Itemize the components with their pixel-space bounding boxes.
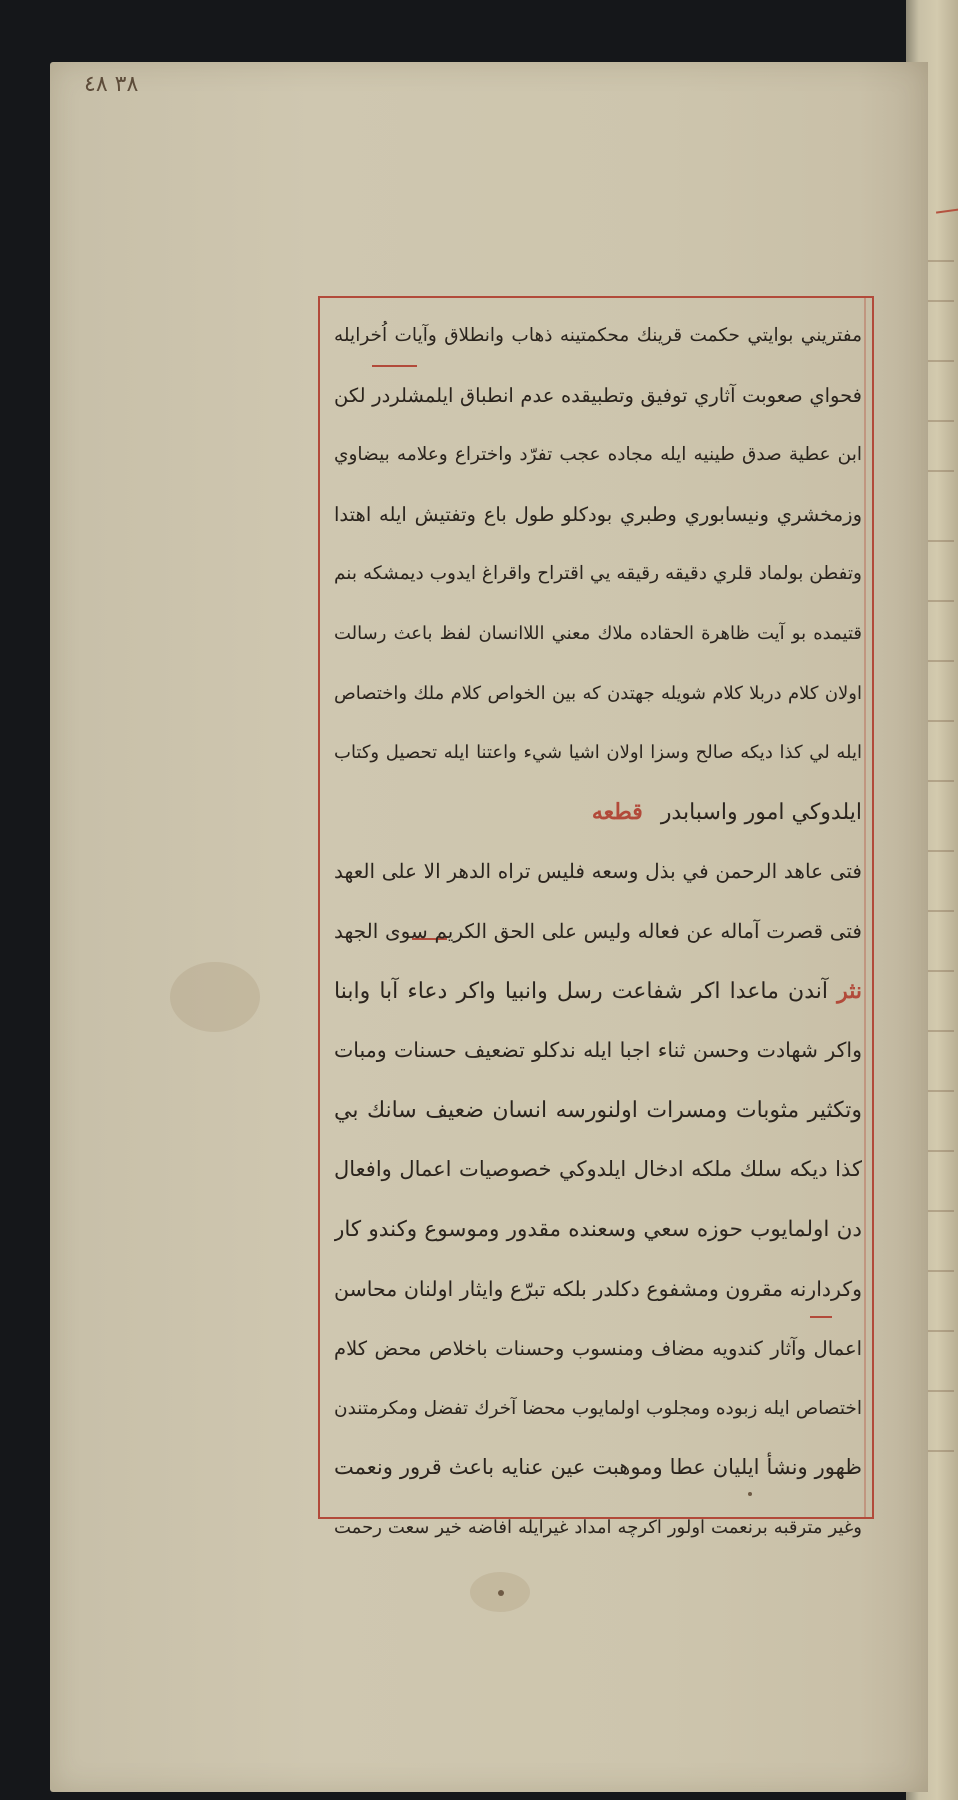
text-line: واكر شهادت وحسن ثناء اجبا ايله ندكلو تضعيف حسنات ومبات (334, 1038, 862, 1063)
text-line (334, 783, 862, 843)
text-line (334, 962, 862, 1022)
text-line: كذا ديكه سلك ملكه ادخال ايلدوكي خصوصيات اعمال وافعال (334, 1157, 862, 1182)
text-line: دن اولمايوب حوزه سعي وسعنده مقدور وموسوع وكندو كار (334, 1216, 862, 1242)
text-line: اولان كلام دربلا كلام شويله جهتدن كه بين الخواص كلام ملك واختصاص (334, 682, 862, 704)
rubric-heading: قطعه (591, 798, 643, 825)
text-lines (334, 306, 862, 1557)
text-line: اعمال وآثار كندويه مضاف ومنسوب وحسنات باخلاص محض كلام (334, 1337, 862, 1361)
text-line: قتيمده بو آيت ظاهرة الحقاده ملاك معني اللاانسان لفظ باعث رسالت (334, 622, 862, 644)
text-line: وكردارنه مقرون ومشفوع دكلدر بلكه تبرّع وايثار اولنان محاسن (334, 1276, 862, 1301)
verse-line: فتى عاهد الرحمن في بذل وسعه فليس تراه الدهر الا على العهد (334, 859, 862, 884)
verse-line: فتى قصرت آماله عن فعاله وليس على الحق الكريم سوى الجهد (334, 918, 862, 943)
text-block-frame (318, 296, 874, 1538)
text-line: ابن عطية صدق طينيه ايله مجاده عجب تفرّد واختراع وعلامه بيضاوي (334, 444, 862, 466)
rubric-marker: نثر (837, 977, 862, 1004)
text-line: وزمخشري ونيسابوري وطبري بودكلو طول باع وتفتيش ايله اهتدا (334, 502, 862, 526)
text-line: مفتريني بوايتي حكمت قرينك محكمتينه ذهاب وانطلاق وآيات اُخرايله (334, 325, 862, 346)
text-line: وغير مترقبه برنعمت اولور اكرچه امداد غيرايله افاضه خير سعت رحمت (334, 1516, 862, 1538)
text-line: اختصاص ايله زبوده ومجلوب اولمايوب محضا آخرك تفضل ومكرمتندن (334, 1397, 862, 1419)
folio-number: ٣٨ ٤٨ (84, 72, 139, 97)
text-line: ظهور ونشأ ايليان عطا وموهبت عين عنايه باعث قرور ونعمت (334, 1455, 862, 1480)
line-text: آندن ماعدا اكر شفاعت رسل وانبيا واكر دعاء آبا وابنا (334, 978, 828, 1004)
text-line: وتفطن بولماد قلري دقيقه رقيقه يي اقتراح واقراغ ايدوب ديمشكه بنم (334, 563, 862, 585)
text-line: وتكثير مثوبات ومسرات اولنورسه انسان ضعيف سانك بي (334, 1097, 862, 1123)
text-line: ايله لي كذا ديكه صالح وسزا اولان اشيا شيء واعتنا ايله تحصيل وكتاب (334, 742, 862, 764)
text-line: فحواي صعوبت آثاري توفيق وتطبيقده عدم انطباق ايلمشلردر لكن (334, 383, 862, 407)
line-text: ايلدوكي امور واسبابدر (660, 799, 862, 825)
